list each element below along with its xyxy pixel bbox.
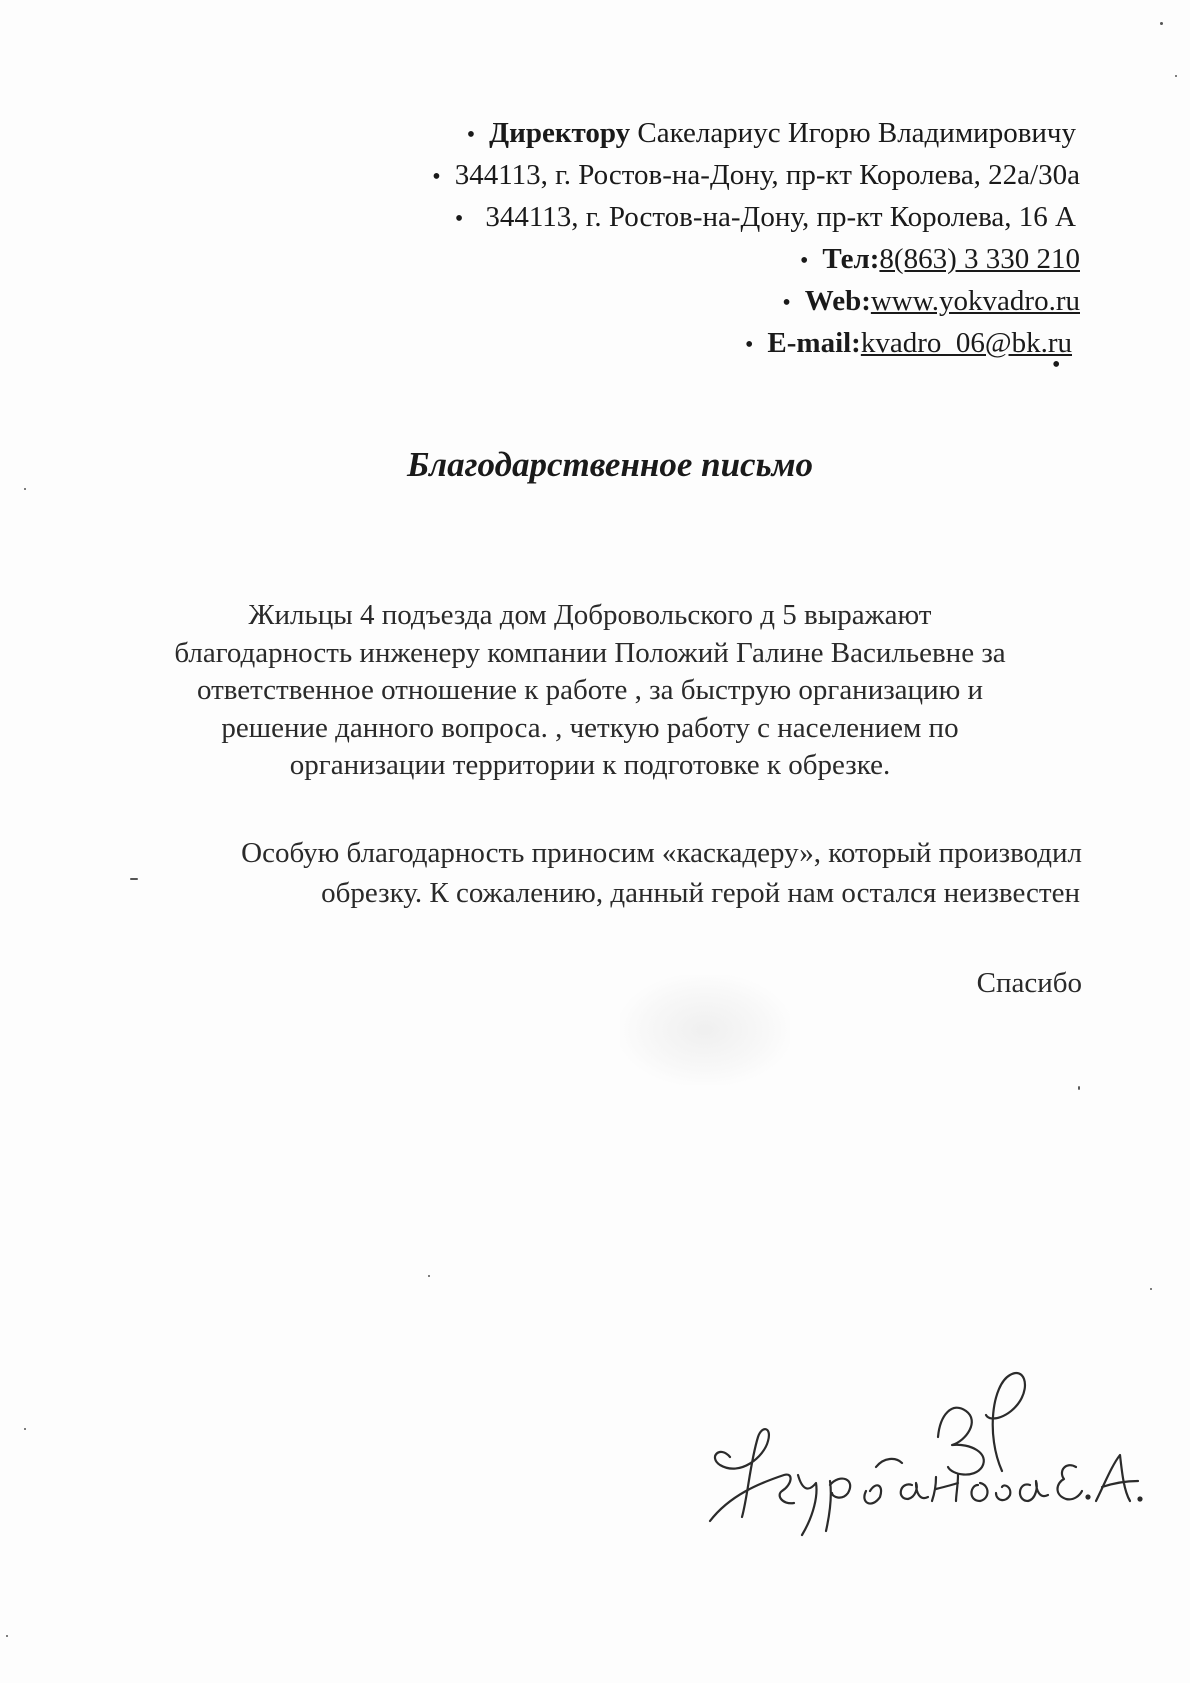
phone-value[interactable]: 8(863) 3 330 210 — [879, 243, 1080, 275]
body-line: решение данного вопроса. , четкую работу с населением по — [221, 711, 959, 744]
scan-speck — [428, 1275, 430, 1277]
web-link[interactable]: www.yokvadro.ru — [870, 285, 1080, 317]
address-1: 344113, г. Ростов-на-Дону, пр-кт Королева, 22а/30а — [454, 159, 1080, 191]
bullet-icon: • — [454, 206, 464, 232]
scan-smudge — [620, 975, 790, 1085]
scan-speck — [24, 1428, 26, 1430]
address-line-2 — [320, 197, 1080, 239]
email-line — [320, 323, 1080, 365]
bullet-icon: • — [1052, 352, 1061, 378]
scan-speck — [24, 488, 26, 490]
web-label: Web: — [804, 285, 871, 317]
body-line: Жильцы 4 подъезда дом Добровольского д 5 выражают — [248, 599, 932, 631]
bullet-icon: • — [782, 290, 791, 316]
bullet-icon: • — [799, 248, 809, 274]
signature-icon — [690, 1345, 1150, 1545]
special-thanks — [110, 833, 1082, 913]
director-label: Директору — [489, 117, 631, 149]
director-name: Сакелариус Игорю Владимировичу — [637, 117, 1076, 149]
address-2: 344113, г. Ростов-на-Дону, пр-кт Королева, 16 А — [485, 201, 1076, 233]
bullet-icon: • — [745, 332, 754, 358]
scan-speck — [1160, 22, 1163, 25]
bullet-icon: • — [432, 164, 441, 190]
body-line: благодарность инженеру компании Положий Галине Васильевне за — [174, 636, 1006, 669]
scan-speck — [1150, 1288, 1152, 1290]
bullet-icon: • — [466, 122, 476, 148]
phone-label: Тел: — [822, 243, 880, 275]
address-line-1 — [320, 155, 1080, 197]
special-line: обрезку. К сожалению, данный герой нам остался неизвестен — [321, 877, 1080, 909]
body-line: организации территории к подготовке к обрезке. — [289, 749, 891, 781]
email-link[interactable]: kvadro_06@bk.ru — [860, 327, 1072, 359]
special-line: Особую благодарность приносим «каскадеру», который производил — [241, 837, 1082, 869]
scan-speck — [1078, 1086, 1080, 1090]
email-label: E-mail: — [767, 327, 861, 359]
phone-line — [320, 239, 1080, 281]
body-line: ответственное отношение к работе , за быструю организацию и — [196, 674, 984, 706]
closing-thanks: Спасибо — [976, 967, 1082, 999]
director-line — [320, 113, 1080, 155]
scan-speck — [6, 1635, 8, 1637]
letter-body — [140, 597, 1040, 785]
scan-speck — [1175, 75, 1177, 77]
web-line — [320, 281, 1080, 323]
letter-title: Благодарственное письмо — [406, 445, 814, 484]
letterhead — [320, 113, 1080, 365]
